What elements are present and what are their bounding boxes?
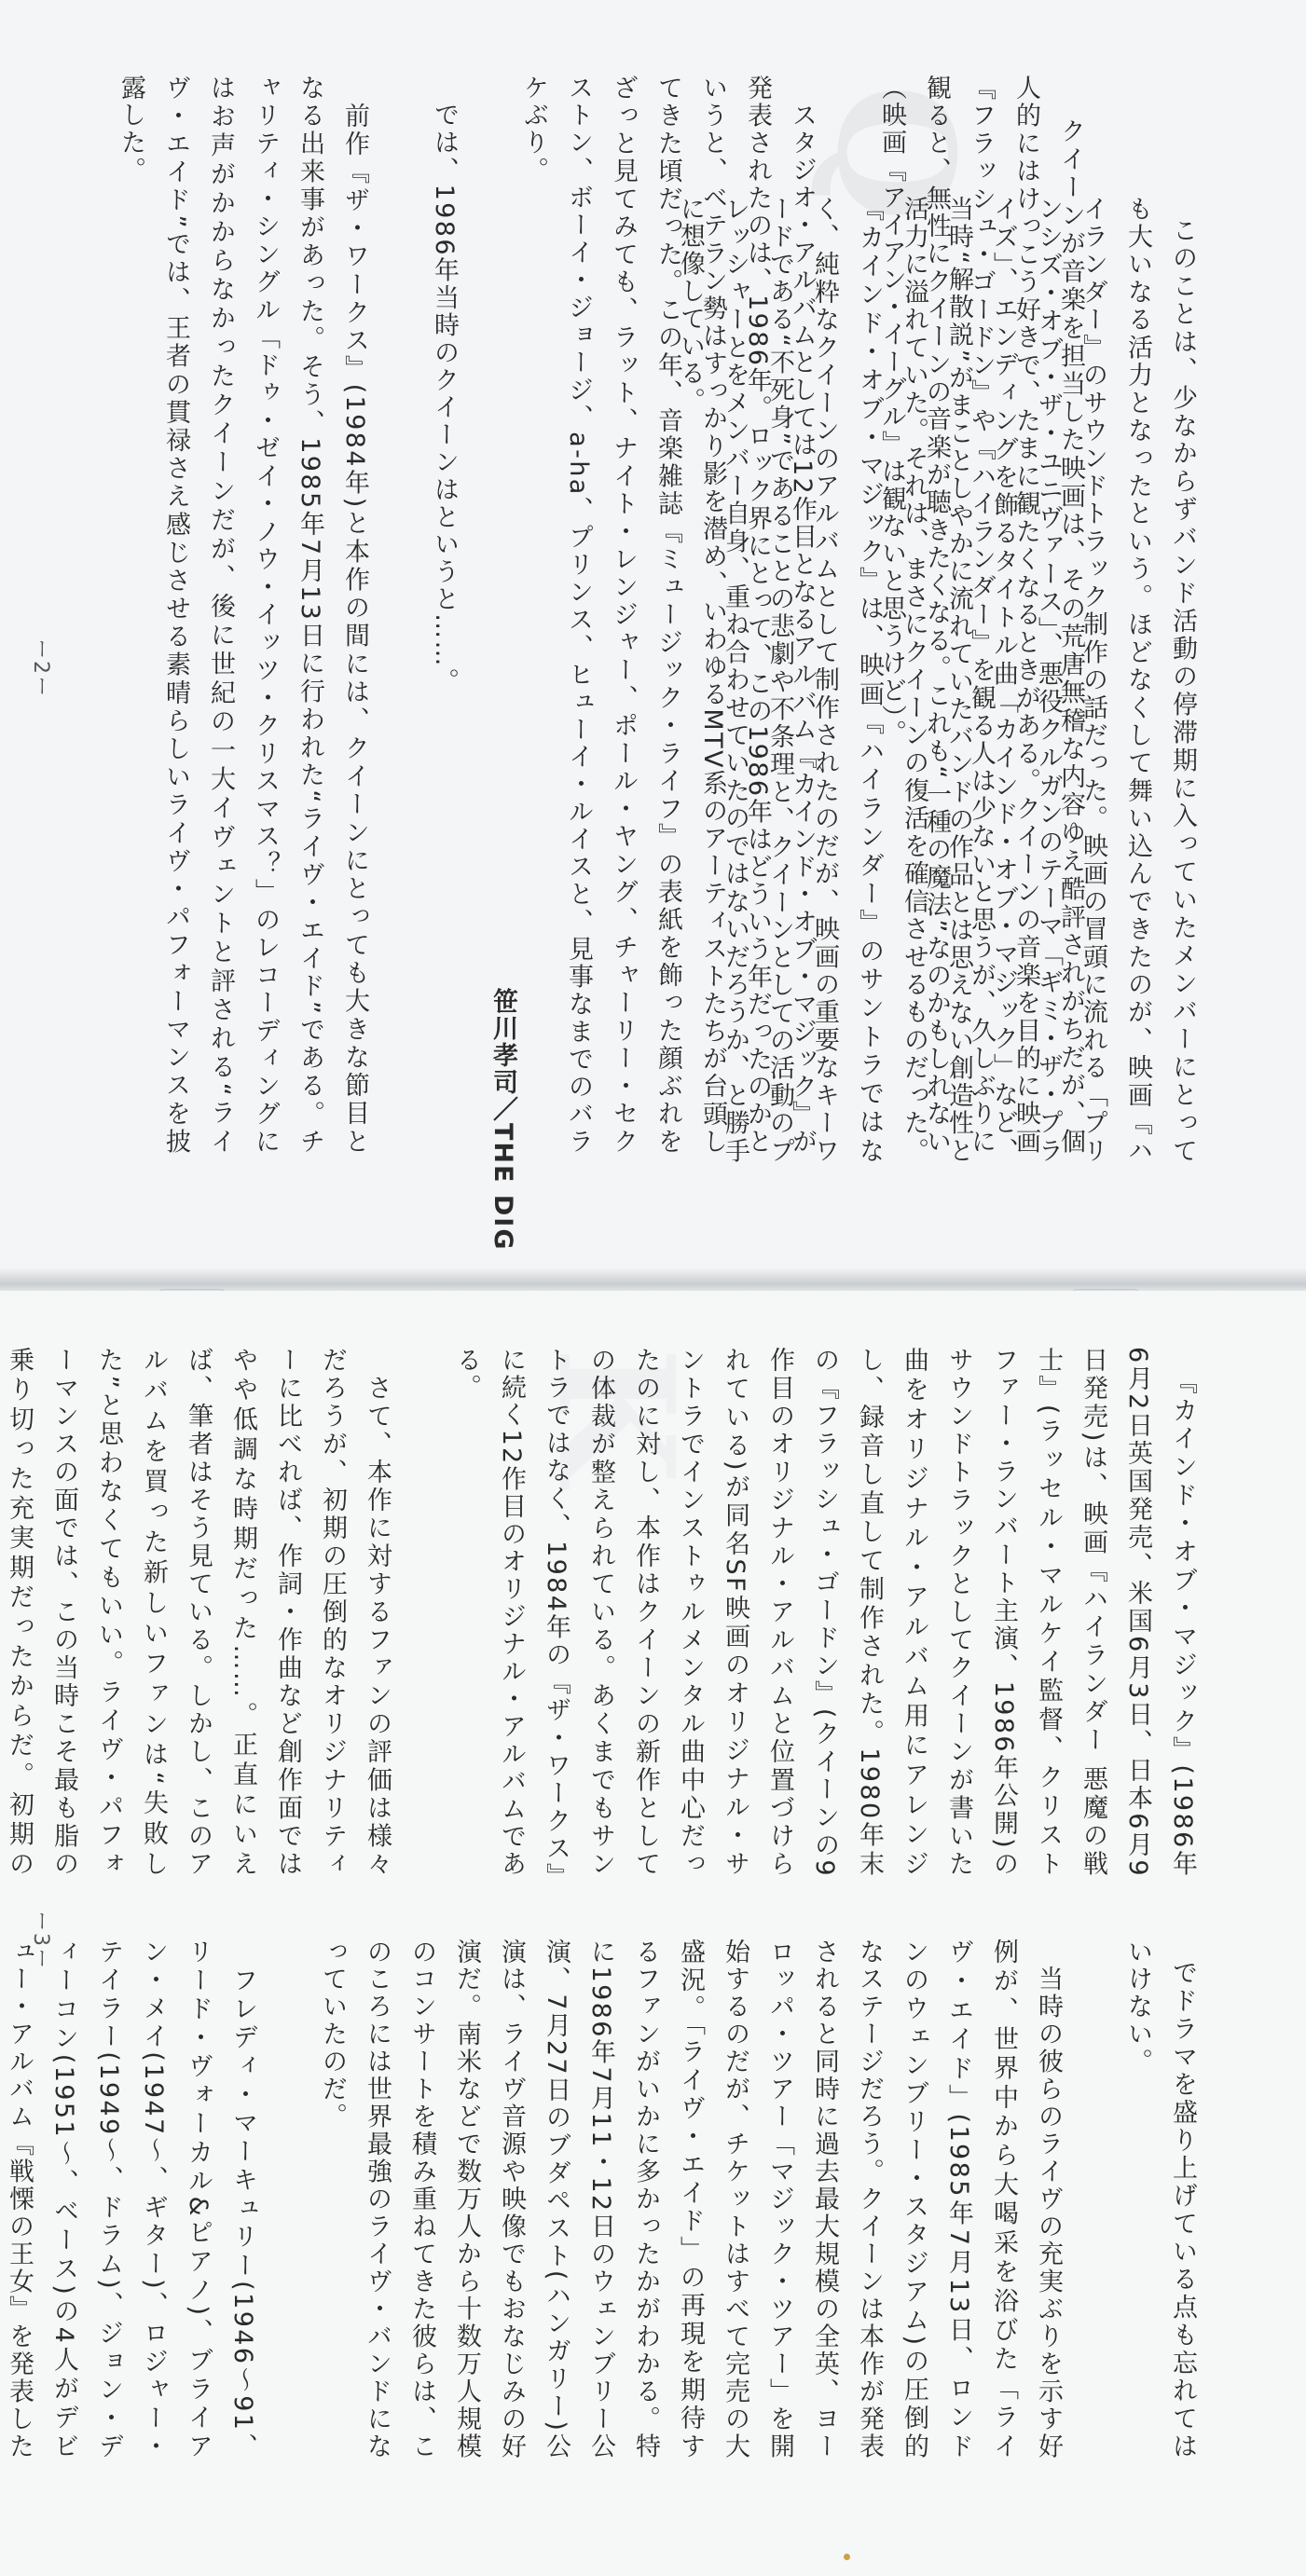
paragraph: でドラマを盛り上げている点も忘れてはいけない。: [1123, 1939, 1197, 2461]
paragraph: では、1986年当時のクイーンはというと……。: [430, 75, 459, 696]
page-number: ー3ー: [29, 1911, 52, 1970]
background-watermark: Q: [802, 84, 988, 241]
paragraph: フレディ・マーキュリー(1946〜91、リード・ヴォーカル&ピアノ)、ブライアン・メイ(1947〜、ギター)、ロジャー・テイラー(1949〜、ドラム)、ジョン・ディーコン(1951〜、ベース)の4人がデビュー・アルバム『戦慄の王女』を発表した: [5, 1939, 257, 2460]
paragraph: 当時の彼らのライヴの充実ぶりを示す好例が、世界中から大喝采を浴びた「ライヴ・エイド」(1985年7月13日、ロンドンのウェンブリー・スタジアム)の圧倒的なステージだろう。クイーンは本作が発表されると同時に過去最大規模の全英、ヨーロッパ・ツアー「マジック・ツアー」を開始するのだが、チケットはすべて完売の大盛況。「ライヴ・エイド」の再現を期待するファンがいかに多かったかがわかる。特に1986年7月11・12日のウェンブリー公演、7月27日のブダペスト(ハンガリー)公演は、ライヴ音源や映像でもおなじみの好演だ。南米などで数万人から十数万人規模のコンサートを積み重ねてきた彼らは、このころには世界最強のライヴ・バンドになっていたのだ。: [318, 1939, 1063, 2460]
paper-speck: [844, 2554, 850, 2560]
paragraph: さて、本作に対するファンの評価は様々だろうが、初期の圧倒的なオリジナリティーに比べれば、作詞・作曲など創作面ではやや低調な時期だった……。正直にいえば、筆者はそう見ている。しかし、このアルバムを買った新しいファンは“失敗した”と思わなくてもいい。ライヴ・パフォーマンスの面では、この当時こそ最も脂の乗り切った充実期だったからだ。初期の: [5, 1347, 392, 1878]
page-2-left-column: [559, 196, 1249, 1165]
paragraph: 前作『ザ・ワークス』(1984年)と本作の間には、クイーンにとっても大きな節目となる出来事があった。そう、1985年7月13日に行われた“ライヴ・エイド”である。チャリティ・シングル「ドゥ・ゼイ・ノウ・イッツ・クリスマス？」のレコーディングにはお声がかからなかったクイーンだが、後に世紀の一大イヴェントと評される“ライヴ・エイド”では、王者の貫禄さえ感じさせる素晴らしいライヴ・パフォーマンスを披露した。: [117, 75, 369, 1157]
page-3-upper-column: [5, 1347, 1249, 1878]
paragraph: 『カインド・オブ・マジック』(1986年6月2日英国発売、米国6月3日、日本6月9日発売)は、映画『ハイランダー 悪魔の戦士』(ラッセル・マルケイ監督、クリストファー・ランバート主演、1986年公開)のサウンドトラックとしてクイーンが書いた曲をオリジナル・アルバム用にアレンジし、録音し直して制作された。1980年末の『フラッシュ・ゴードン』(クイーンの9作目のオリジナル・アルバムと位置づけられている)が同名SF映画のオリジナル・サントラでインストゥルメンタル曲中心だったのに対し、本作はクイーンの新作としての体裁が整えられている。あくまでもサントラではなく、1984年の『ザ・ワークス』に続く12作目のオリジナル・アルバムである。: [452, 1347, 1197, 1878]
author-signature: 笹川孝司／THE DIG: [488, 988, 517, 1252]
page-number: ー2ー: [29, 638, 52, 698]
paragraph: このことは、少なからずバンド活動の停滞期に入っていたメンバーにとっても大いなる活力となったという。ほどなくして舞い込んできたのが、映画『ハイランダー』のサウンドトラック制作の話だった。映画の冒頭に流れる「プリンシズ・オブ・ザ・ユニヴァース」、悪役クルガンのテーマ「ギミ・ザ・プライズ」、エンディングを飾るタイトル曲「カインド・オブ・マジック」など、当時“解散説”がまことしやかに流れていたバンドの作品とは思えない創造性と活力に溢れていた。それは、まさにクイーンの復活を確信させるものだった。『カインド・オブ・マジック』は、映画『ハイランダー』のサントラではなく、純粋なクイーンのアルバムとして制作されたのだが、映画の重要なキーワードである“不死身”であることの悲劇や不条理と、クイーンとしての活動のプレッシャーとをメンバー自身、重ね合わせていたのではないだろうか、と勝手に想像している。: [676, 196, 1197, 1166]
paragraph: クイーンが音楽を担当した映画は、その荒唐無稽な内容ゆえ酷評されがちだが、個人的にはけっこう好きで、たまに観たくなるときがある。クイーンの音楽を目的に映画『フラッシュ・ゴードン』や『ハイランダー』を観る人は少ないと思うが、久しぶりに観ると、無性にクイーンの音楽が聴きたくなる。これも“一種の魔法”なのかもしれない（映画『アイアン・イーグル』は観ないと思うけど）。: [877, 75, 1085, 1156]
background-watermark: K: [522, 1347, 708, 1503]
paragraph: スタジオ・アルバムとしては12作目となるアルバム『カインド・オブ・マジック』が発表されたのは、1986年。ロック界にとって、この1986年はどういう年だったのかというと、ベテラン勢はすっかり影を潜め、いわゆるMTV系のアーティストたちが台頭してきた頃だった。この年、音楽雑誌『ミュージック・ライフ』の表紙を飾った顔ぶれをざっと見てみても、ラット、ナイト・レンジャー、ポール・ヤング、チャーリー・セクストン、ボーイ・ジョージ、a-ha、プリンス、ヒューイ・ルイスと、見事なまでのバラケぶり。: [519, 75, 817, 1156]
